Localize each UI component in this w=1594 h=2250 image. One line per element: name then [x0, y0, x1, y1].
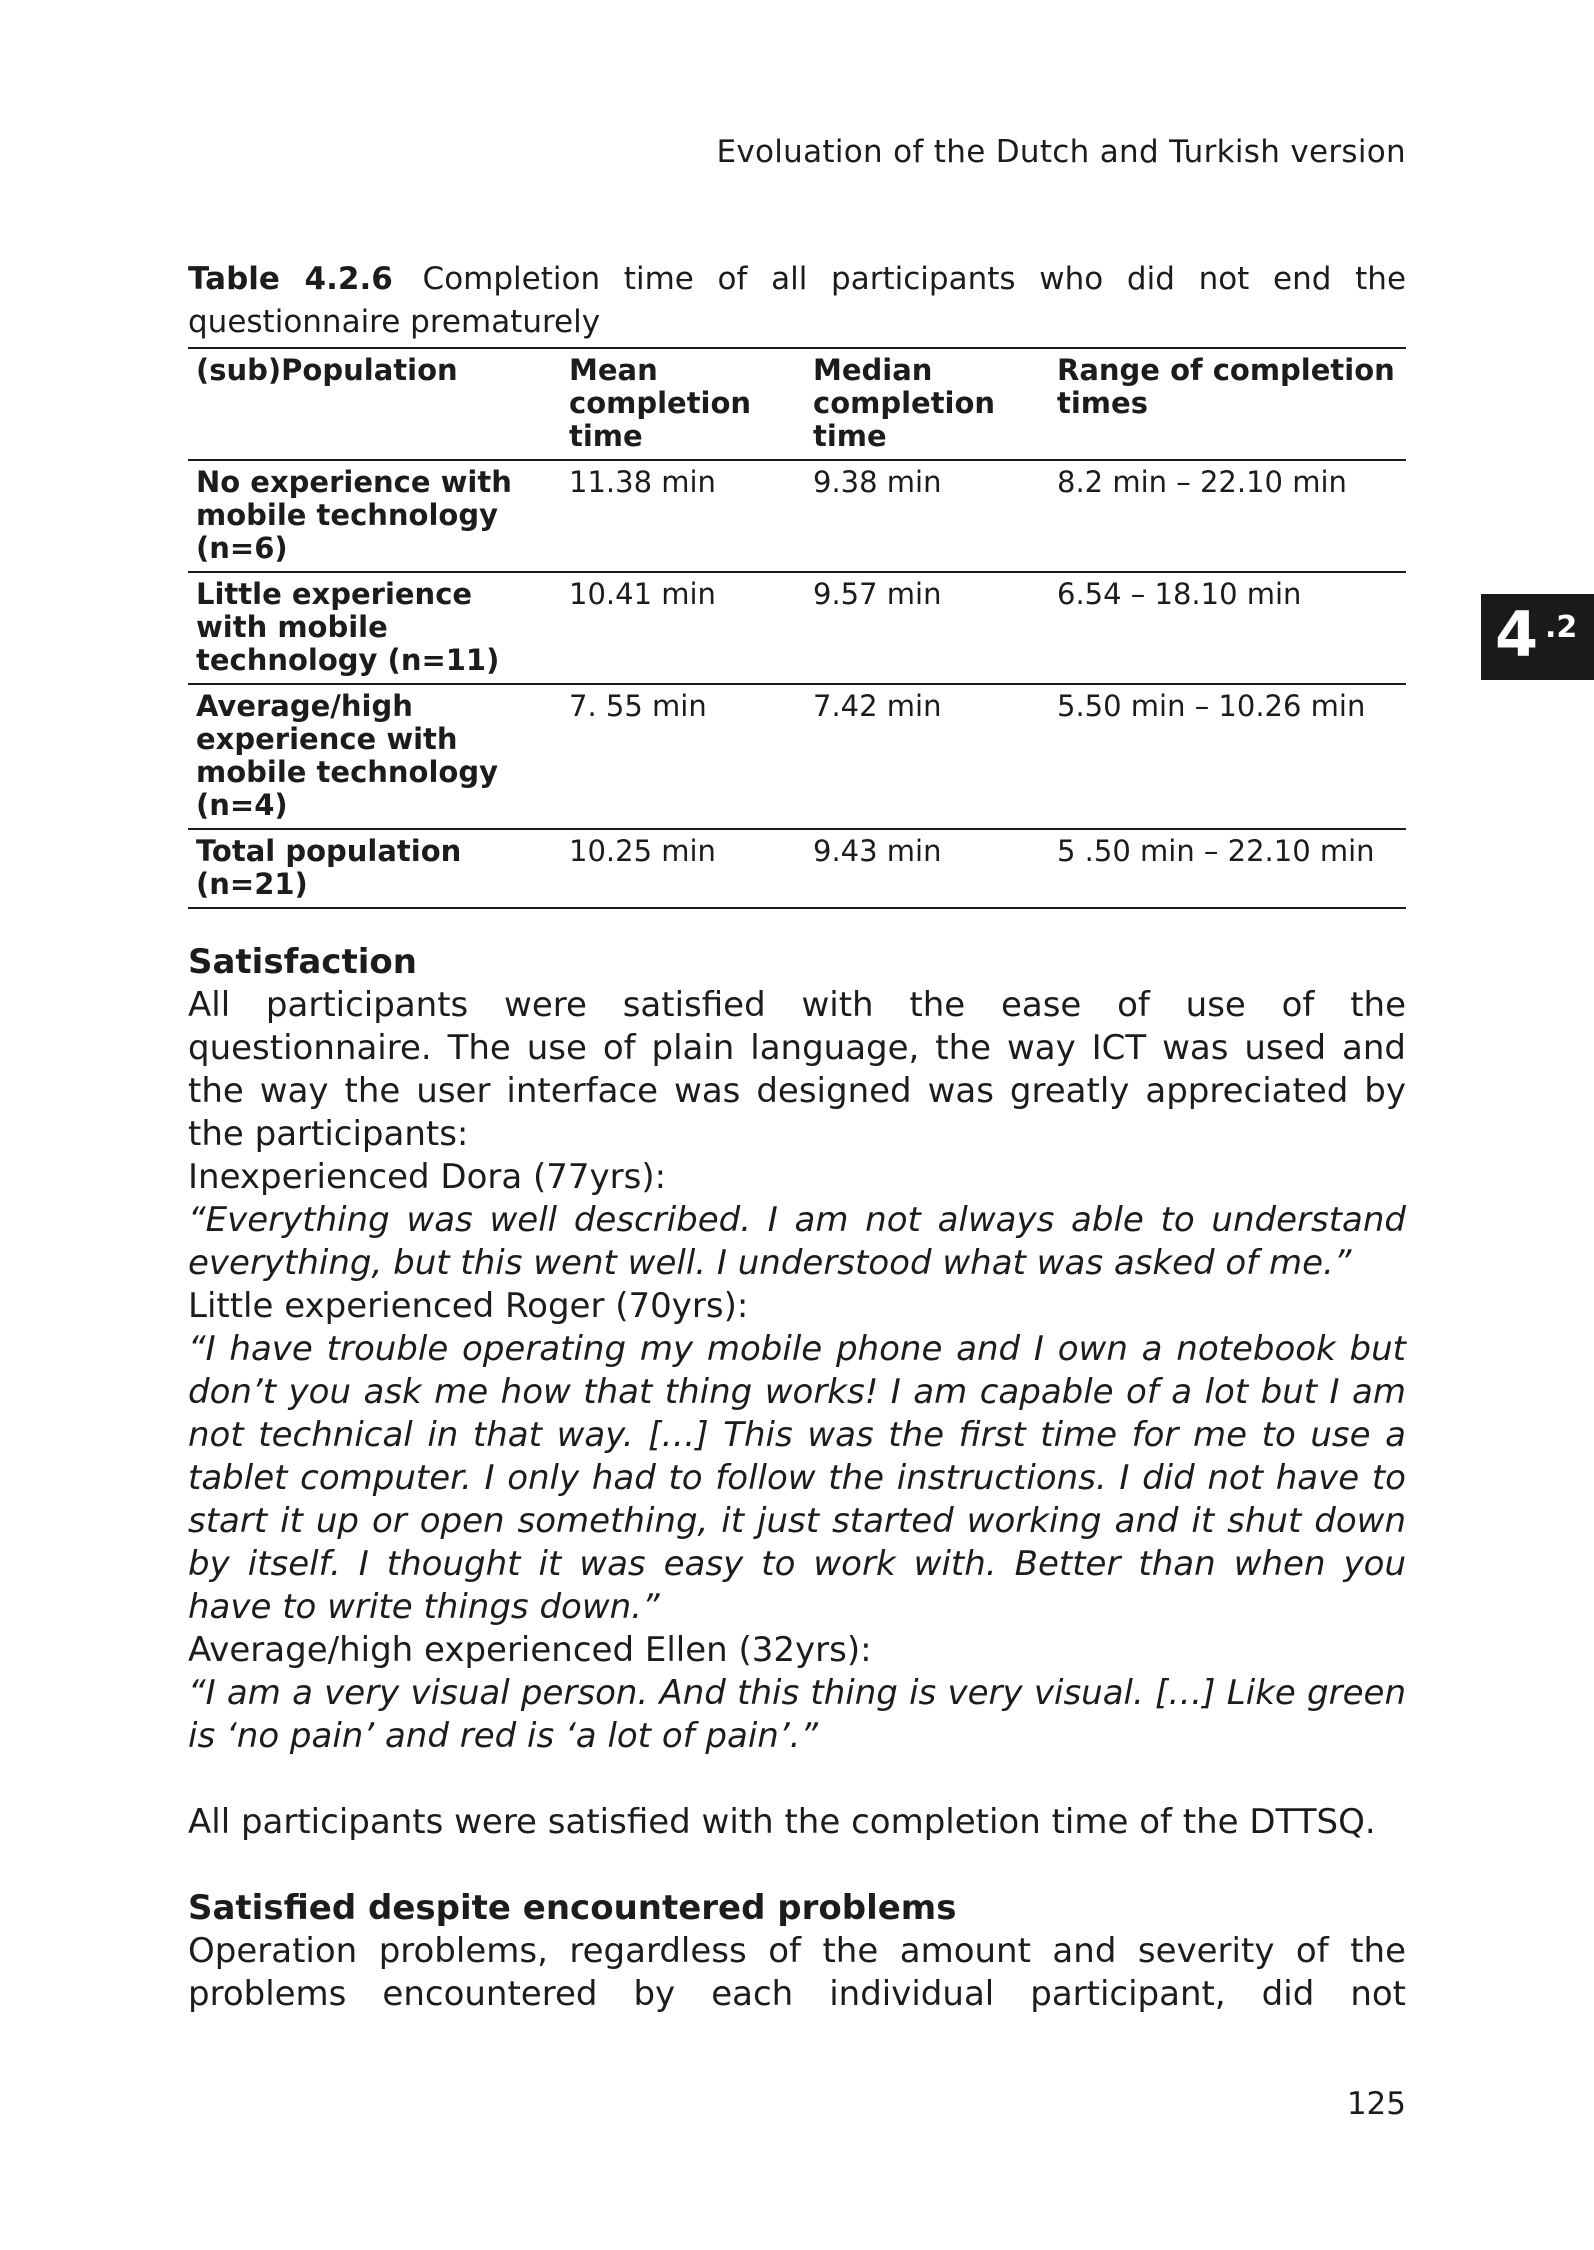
cell-mean: 10.25 min: [569, 834, 716, 868]
cell-median: 7.42 min: [813, 689, 942, 723]
cell-range: 5 .50 min – 22.10 min: [1057, 834, 1375, 868]
problems-heading: Satisfied despite encountered problems: [188, 1888, 957, 1928]
chapter-tab: [1481, 594, 1594, 680]
cell-population: Total population (n=21): [196, 834, 462, 901]
table-label: Table 4.2.6: [188, 261, 393, 297]
cell-population: Little experience with mobile technology (n=11): [196, 577, 500, 677]
paragraph-gap: [188, 1758, 1406, 1801]
cell-range: 5.50 min – 10.26 min: [1057, 689, 1366, 723]
cell-mean: 7. 55 min: [569, 689, 707, 723]
cell-median: 9.38 min: [813, 465, 942, 499]
cell-population: Average/high experience with mobile technology (n=4): [196, 689, 499, 822]
page-number: 125: [1346, 2086, 1406, 2122]
running-head: Evoluation of the Dutch and Turkish version: [716, 134, 1406, 170]
quote-dora: “Everything was well described. I am not always able to understand everything, but this went well. I understood what was asked of me.”: [188, 1200, 1406, 1283]
completion-time-table: [188, 347, 1406, 909]
speaker-dora: Inexperienced Dora (77yrs):: [188, 1157, 667, 1197]
cell-mean: 11.38 min: [569, 465, 716, 499]
header-median: Median completion time: [813, 353, 996, 453]
satisfaction-intro: All participants were satisfied with the ease of use of the questionnaire. The use of plain language, the way ICT was used and the way the user interface was designed was greatly appreciated by the participants:: [188, 985, 1406, 1154]
cell-median: 9.43 min: [813, 834, 942, 868]
paragraph-gap: [188, 1844, 1406, 1887]
header-mean: Mean completion time: [569, 353, 752, 453]
cell-mean: 10.41 min: [569, 577, 716, 611]
satisfaction-closing: All participants were satisfied with the completion time of the DTTSQ.: [188, 1802, 1376, 1842]
table-row: [188, 684, 1406, 829]
speaker-roger: Little experienced Roger (70yrs):: [188, 1286, 749, 1326]
quote-roger: “I have trouble operating my mobile phone and I own a notebook but don’t you ask me how that thing works! I am capable of a lot but I am not technical in that way. […] This was the first time for me to use a tablet computer. I only had to follow the instructions. I did not have to start it up or open something, it just started working and it shut down by itself. I thought it was easy to work with. Better than when you have to write things down.”: [188, 1329, 1406, 1627]
quote-ellen: “I am a very visual person. And this thing is very visual. […] Like green is ‘no pain’ and red is ‘a lot of pain’.”: [188, 1673, 1406, 1756]
problems-text: Operation problems, regardless of the amount and severity of the problems encountered by each individual participant, did not: [188, 1931, 1406, 2014]
header-population: (sub)Population: [196, 353, 458, 387]
body-text: [188, 941, 1406, 2016]
table-row: [188, 572, 1406, 684]
table-caption-text: Completion time of all participants who did not end the questionnaire prematurely: [188, 261, 1407, 340]
cell-median: 9.57 min: [813, 577, 942, 611]
chapter-tab-main: 4: [1495, 598, 1539, 671]
header-range: Range of completion times: [1057, 353, 1395, 420]
cell-range: 6.54 – 18.10 min: [1057, 577, 1302, 611]
cell-range: 8.2 min – 22.10 min: [1057, 465, 1347, 499]
table-caption: [188, 258, 1406, 344]
chapter-tab-sub: .2: [1545, 610, 1578, 645]
satisfaction-heading: Satisfaction: [188, 942, 417, 982]
speaker-ellen: Average/high experienced Ellen (32yrs):: [188, 1630, 872, 1670]
cell-population: No experience with mobile technology (n=6): [196, 465, 512, 565]
table-row: [188, 460, 1406, 572]
table-header-row: [188, 348, 1406, 460]
table-row: [188, 829, 1406, 908]
